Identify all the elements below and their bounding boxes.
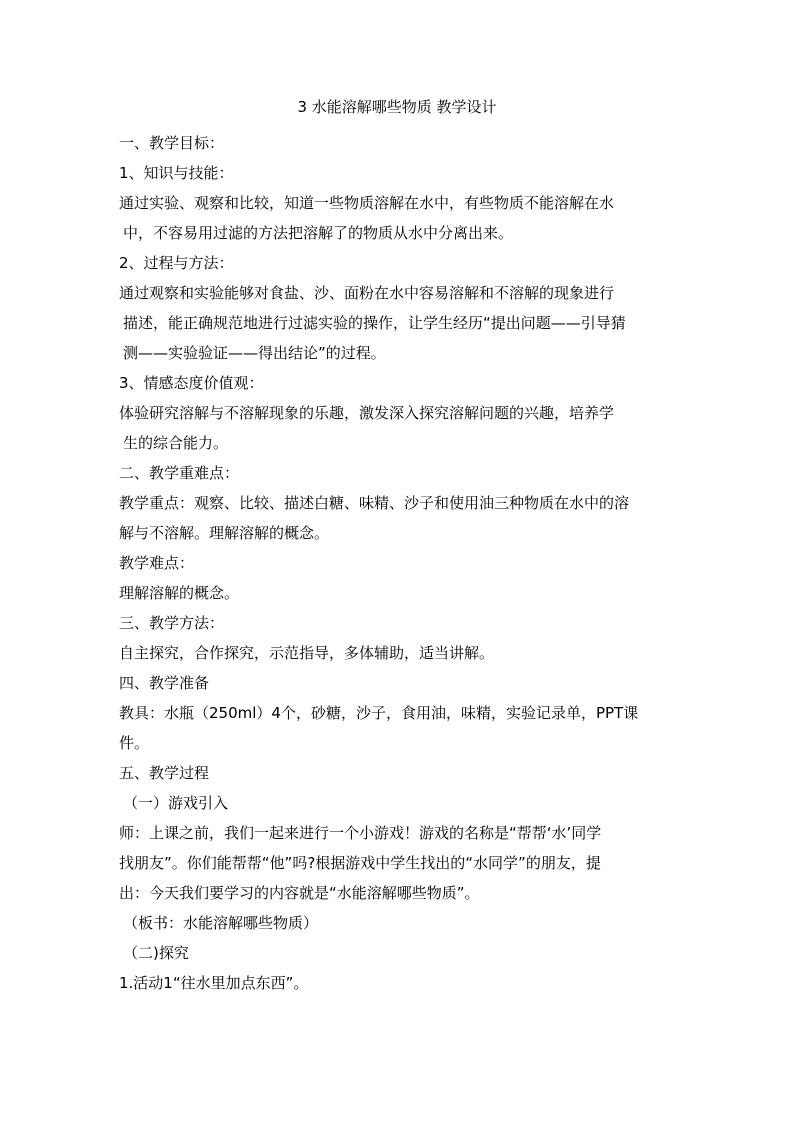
paragraph-line: 生的综合能力。 <box>123 434 229 452</box>
subheading-process: 2、过程与方法： <box>119 254 234 272</box>
paragraph-line: 找朋友”。你们能帮帮“他”吗?根据游戏中学生找出的“水同学”的朋友，提 <box>119 854 601 872</box>
paragraph-line: 体验研究溶解与不溶解现象的乐趣，激发深入探究溶解问题的兴趣，培养学 <box>119 404 615 422</box>
paragraph-line: 解与不溶解。理解溶解的概念。 <box>119 524 330 542</box>
paragraph-line: 通过实验、观察和比较，知道一些物质溶解在水中，有些物质不能溶解在水 <box>119 194 615 212</box>
paragraph-line: 件。 <box>119 734 150 752</box>
paragraph-line: 教具：水瓶（250ml）4个，砂糖，沙子，食用油，味精，实验记录单，PPT课 <box>119 704 639 722</box>
activity-line: 1.活动1“往水里加点东西”。 <box>119 974 309 992</box>
subheading-knowledge: 1、知识与技能： <box>119 164 234 182</box>
document-title: 3 水能溶解哪些物质 教学设计 <box>297 98 497 116</box>
subheading-explore: （二)探究 <box>123 944 189 962</box>
subheading-attitude: 3、情感态度价值观： <box>119 374 264 392</box>
paragraph-line: 中，不容易用过滤的方法把溶解了的物质从水中分离出来。 <box>123 224 514 242</box>
subheading-game-intro: （一）游戏引入 <box>123 794 229 812</box>
paragraph-line: 理解溶解的概念。 <box>119 584 240 602</box>
paragraph-line: 描述，能正确规范地进行过滤实验的操作，让学生经历“提出问题——引导猜 <box>123 314 626 332</box>
paragraph-line: 出：今天我们要学习的内容就是“水能溶解哪些物质”。 <box>119 884 480 902</box>
heading-objectives: 一、教学目标： <box>119 134 225 152</box>
board-note: （板书：水能溶解哪些物质） <box>123 914 319 932</box>
document-body <box>119 128 679 998</box>
paragraph-line: 师：上课之前，我们一起来进行一个小游戏！游戏的名称是“帮帮‘水’同学 <box>119 824 602 842</box>
heading-preparation: 四、教学准备 <box>119 674 210 692</box>
heading-methods: 三、教学方法： <box>119 614 225 632</box>
paragraph-line: 教学重点：观察、比较、描述白糖、味精、沙子和使用油三种物质在水中的溶 <box>119 494 630 512</box>
paragraph-line: 自主探究，合作探究，示范指导，多体辅助，适当讲解。 <box>119 644 495 662</box>
paragraph-line: 测——实验验证——得出结论”的过程。 <box>123 344 386 362</box>
subheading-difficulty: 教学难点： <box>119 554 195 572</box>
paragraph-line: 通过观察和实验能够对食盐、沙、面粉在水中容易溶解和不溶解的现象进行 <box>119 284 615 302</box>
heading-process: 五、教学过程 <box>119 764 210 782</box>
heading-key-points: 二、教学重难点： <box>119 464 240 482</box>
